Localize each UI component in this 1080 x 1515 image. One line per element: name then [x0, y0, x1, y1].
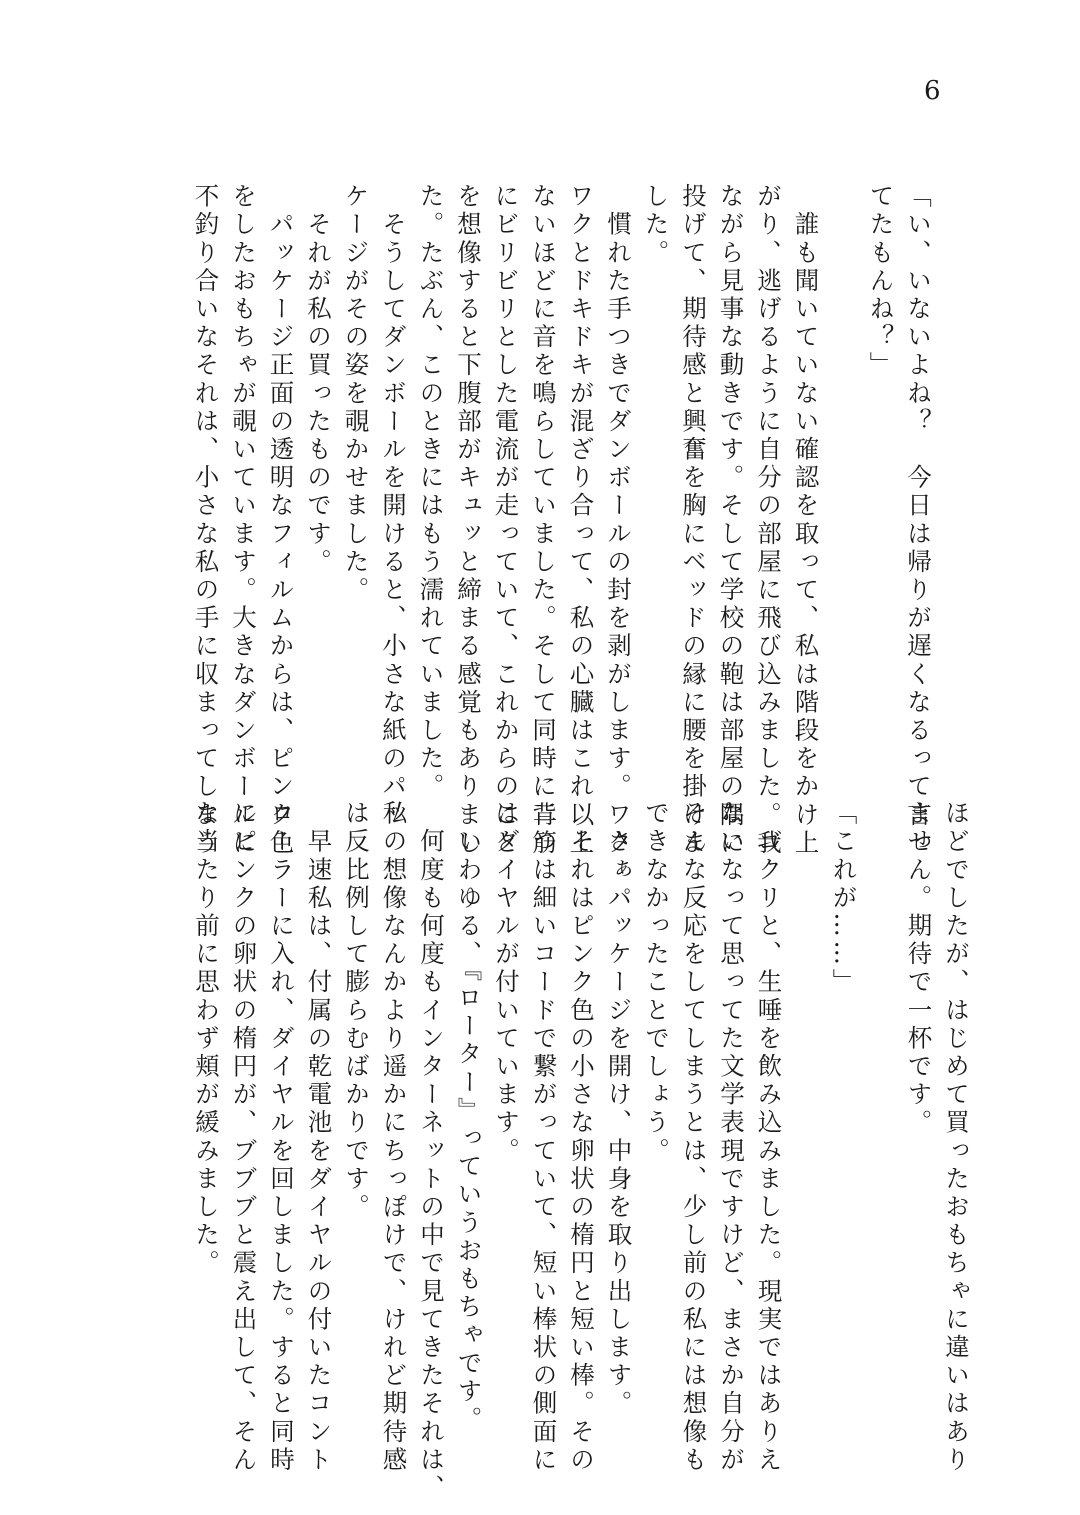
- text-column: ません。期待で一杯です。: [904, 800, 934, 1138]
- text-column: いわゆる、『ローター』っていうおもちゃです。: [454, 800, 484, 1435]
- text-column: 投げて、期待感と興奮を胸にベッドの縁に腰を掛けま: [679, 183, 708, 858]
- text-column: 私の想像なんかより遥かにちっぽけで、けれど期待感: [379, 800, 409, 1475]
- text-column: [825, 183, 863, 763]
- text-column: ワクとドキドキが混ざり合って、私の心臓はこれ以上: [566, 183, 596, 858]
- text-column: それはピンク色の小さな卵状の楕円と短い棒。その: [567, 800, 596, 1475]
- text-column: てたもんね？」: [866, 183, 896, 380]
- text-column: にピンクの卵状の楕円が、ブブブと震え出して、そん: [229, 800, 259, 1475]
- text-column: さぁパッケージを開け、中身を取り出します。: [604, 800, 634, 1419]
- text-column: 「これが……」: [829, 800, 859, 997]
- text-column: ながら見事な動きです。そして学校の鞄は部屋の隅に: [716, 183, 746, 858]
- text-column: 二つは細いコードで繋がっていて、短い棒状の側面に: [529, 800, 559, 1475]
- text-column: ほどでしたが、はじめて買ったおもちゃに違いはあり: [942, 800, 971, 1475]
- text-column: [788, 800, 826, 1400]
- text-column: を想像すると下腹部がキュッと締まる感覚もありまし: [454, 183, 483, 858]
- text-column: をしたおもちゃが覗いています。大きなダンボールに: [229, 183, 258, 858]
- text-column: 何度も何度もインターネットの中で見てきたそれは、: [417, 800, 446, 1503]
- text-column: は反比例して膨らむばかりです。: [342, 800, 371, 1222]
- text-column: パッケージ正面の透明なフィルムからは、ピンク色: [266, 183, 296, 858]
- text-column: た。たぶん、このときにはもう濡れていました。: [416, 183, 446, 802]
- text-column: ケージがその姿を覗かせました。: [341, 183, 371, 605]
- text-column: ないほどに音を鳴らしていました。そして同時に背筋: [529, 183, 558, 858]
- text-column: 「い、いないよね？ 今日は帰りが遅くなるって言っ: [904, 183, 933, 858]
- text-column: 早速私は、付属の乾電池をダイヤルの付いたコント: [304, 800, 334, 1475]
- text-column: 誰も聞いていない確認を取って、私は階段をかけ上: [791, 183, 821, 858]
- text-column: ないなって思ってた文学表現ですけど、まさか自分が: [717, 800, 746, 1475]
- text-column: はダイヤルが付いています。: [492, 800, 521, 1166]
- text-column: にビリビリとした電流が走っていて、これからのこと: [491, 183, 521, 858]
- text-column: 慣れた手つきでダンボールの封を剥がします。ワク: [604, 183, 633, 858]
- text-column: それが私の買ったものです。: [304, 183, 333, 577]
- text-column: [863, 800, 901, 1400]
- text-column: ゴクリと、生唾を飲み込みました。現実ではありえ: [754, 800, 784, 1475]
- text-column: そんな反応をしてしまうとは、少し前の私には想像も: [679, 800, 709, 1475]
- text-column: そうしてダンボールを開けると、小さな紙のパッ: [379, 183, 408, 830]
- page-number: 6: [924, 76, 941, 106]
- text-block-bottom: [188, 800, 976, 1503]
- text-column: 不釣り合いなそれは、小さな私の手に収まってしまう: [191, 183, 221, 858]
- text-column: できなかったことでしょう。: [642, 800, 671, 1166]
- text-column: な当たり前に思わず頬が緩みました。: [192, 800, 221, 1278]
- text-block-top: [187, 183, 937, 858]
- text-column: ローラーに入れ、ダイヤルを回しました。すると同時: [267, 800, 296, 1475]
- text-column: した。: [641, 183, 671, 268]
- text-column: がり、逃げるように自分の部屋に飛び込みました。我: [754, 183, 783, 858]
